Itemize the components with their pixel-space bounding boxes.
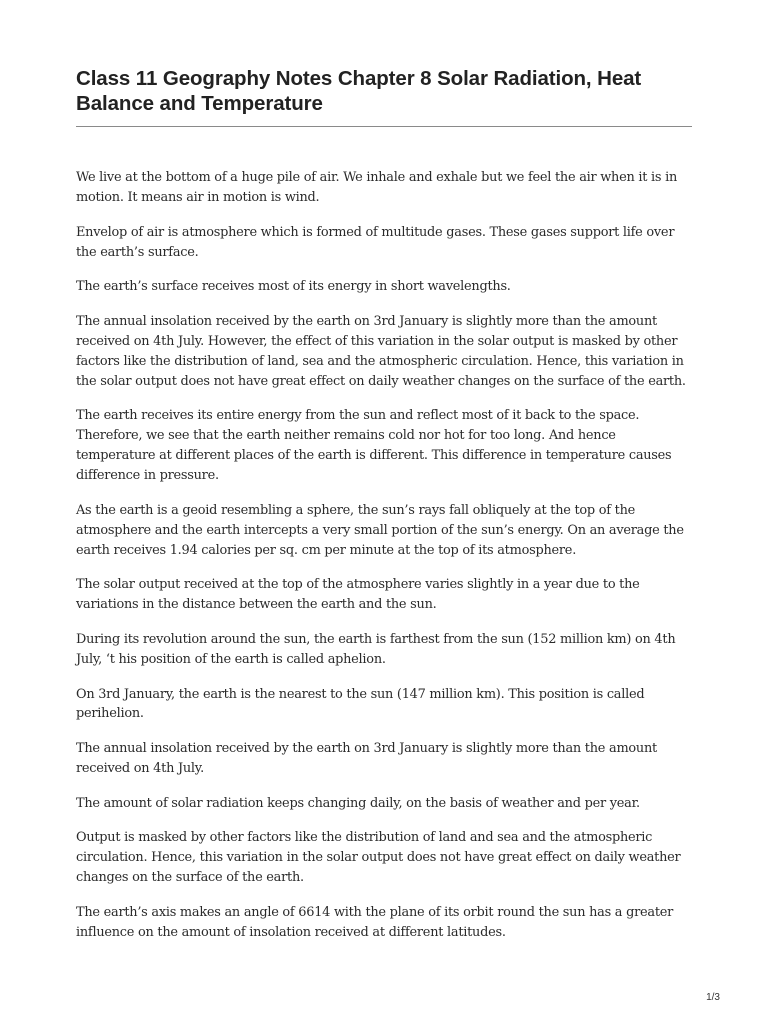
title-divider [76,126,692,127]
paragraph-8: During its revolution around the sun, the earth is farthest from the sun (152 million km) on 4th July, ‘t his position of the earth is called aphelion. [76,631,676,667]
document-body [76,168,694,958]
paragraph-1: We live at the bottom of a huge pile of air. We inhale and exhale but we feel the air when it is in motion. It means air in motion is wind. [76,170,678,205]
page-number: 1/3 [706,992,720,1003]
paragraph-12: Output is masked by other factors like the distribution of land and sea and the atmospheric circulation. Hence, this variation in the solar output does not have great effect on daily weather changes on the surface of the earth. [76,830,681,886]
paragraph-4: The annual insolation received by the earth on 3rd January is slightly more than the amount received on 4th July. However, the effect of this variation in the solar output is masked by other factors like the distribution of land, sea and the atmospheric circulation. Hence, this variation in the solar output does not have great effect on daily weather changes on the surface of the earth. [76,313,686,389]
paragraph-9: On 3rd January, the earth is the nearest to the sun (147 million km). This position is called perihelion. [76,686,645,722]
page-title: Class 11 Geography Notes Chapter 8 Solar Radiation, Heat Balance and Temperature [76,67,642,115]
paragraph-13: The earth’s axis makes an angle of 6614 with the plane of its orbit round the sun has a greater influence on the amount of insolation received at different latitudes. [76,904,674,940]
paragraph-2: Envelop of air is atmosphere which is formed of multitude gases. These gases support life over the earth’s surface. [76,224,675,260]
paragraph-5: The earth receives its entire energy from the sun and reflect most of it back to the space. Therefore, we see that the earth neither remains cold nor hot for too long. And hence temperature at different places of the earth is different. This difference in temperature causes difference in pressure. [76,408,672,484]
paragraph-7: The solar output received at the top of the atmosphere varies slightly in a year due to the variations in the distance between the earth and the sun. [76,577,640,613]
paragraph-3: The earth’s surface receives most of its energy in short wavelengths. [76,279,511,295]
paragraph-11: The amount of solar radiation keeps changing daily, on the basis of weather and per year. [76,795,640,811]
paragraph-10: The annual insolation received by the earth on 3rd January is slightly more than the amount received on 4th July. [76,741,657,777]
paragraph-6: As the earth is a geoid resembling a sphere, the sun’s rays fall obliquely at the top of the atmosphere and the earth intercepts a very small portion of the sun’s energy. On an average the earth receives 1.94 calories per sq. cm per minute at the top of its atmosphere. [76,502,684,558]
